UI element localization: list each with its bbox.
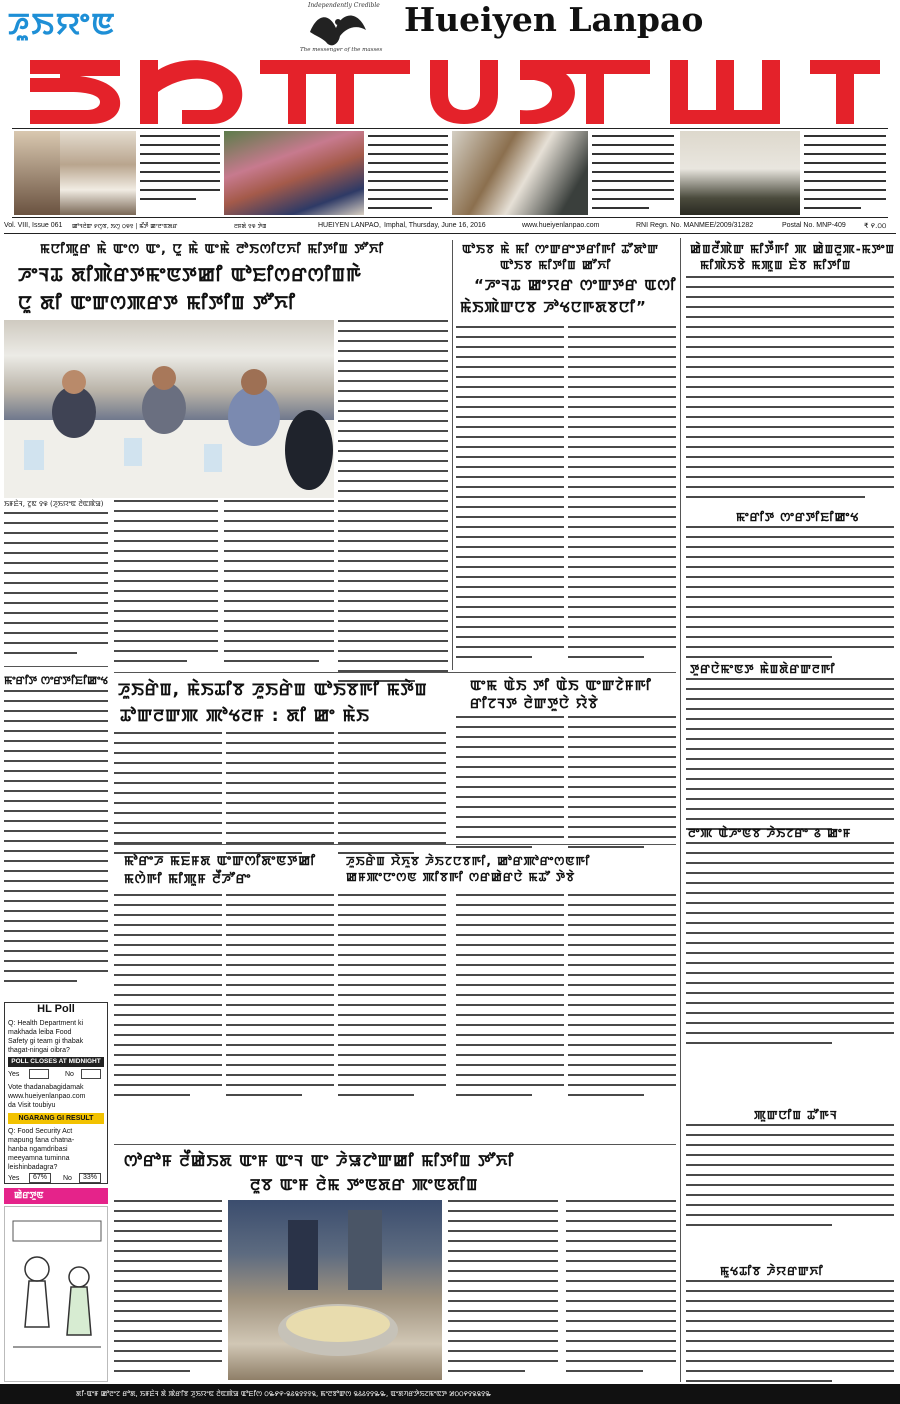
rightcol-sub-2[interactable]: ꯇꯨꯔꯅꯥꯃꯦꯟꯇ ꯃꯥꯡꯗꯥꯔꯛꯂꯒꯤ [690, 662, 836, 676]
result-yes-value: 67% [29, 1173, 51, 1183]
rightcol-sub-4[interactable]: ꯄꯨꯛꯅꯤꯡ ꯊꯧꯒꯜ [754, 1108, 838, 1122]
poll-no-checkbox[interactable] [81, 1069, 101, 1079]
divider [114, 1144, 676, 1145]
rightcol-body-2 [686, 526, 894, 666]
strip-photo-3 [452, 131, 588, 215]
strip-photo-2 [224, 131, 364, 215]
strip-caption-3 [592, 135, 674, 216]
center-quote-2[interactable]: ꯃꯥꯏꯄꯥꯛꯅꯕ ꯍꯣꯠꯅꯒꯗꯕꯅꯤ” [460, 298, 647, 316]
meeting-photo-drawing [4, 320, 334, 498]
vote-text-3: da Visit toubiyu [8, 1102, 56, 1109]
result-band: NGARANG GI RESULT [8, 1113, 104, 1124]
result-question-4: meeyamna tuminna [8, 1155, 70, 1162]
masthead-english-title: Hueiyen Lanpao [404, 0, 704, 39]
top-photo-strip [12, 128, 888, 218]
rightcol-body-3 [686, 678, 894, 838]
dateline-bar [4, 220, 896, 234]
quote-col-2 [568, 326, 676, 666]
story2-col-2 [226, 732, 334, 862]
moreh-col-2 [226, 894, 334, 1104]
place-date: Imphal, Thursday, June 16, 2016 [384, 222, 486, 229]
poll-yes-label: Yes [8, 1071, 20, 1078]
rightcol-sub-1[interactable]: ꯃꯦꯔꯤꯇ ꯁꯦꯔꯇꯤꯐꯤꯀꯦꯠ [736, 510, 860, 524]
column-rule [452, 240, 453, 670]
cartoon-tag: ꯀꯥꯔꯇꯨꯟ [4, 1188, 108, 1204]
rightcol-headline-1[interactable]: ꯀꯥꯡꯂꯩꯄꯥꯛ ꯃꯤꯇꯩꯒꯤ ꯄ ꯀꯥꯡꯂꯨꯄ-ꯃꯇꯦꯡ [690, 242, 895, 256]
rni-number: RNI Regn. No. MANMEE/2009/31282 [636, 222, 754, 229]
strip-item-3[interactable] [452, 131, 678, 215]
strip-item-1[interactable] [12, 131, 222, 215]
mit-result-headline-2[interactable]: ꯔꯤꯖꯜꯇ ꯂꯥꯛꯇꯨꯅꯥ ꯌꯥꯕꯥ [470, 696, 599, 712]
strip-photo-1 [14, 131, 62, 215]
lead-headline-line1[interactable]: ꯍꯦꯜꯊ ꯗꯤꯄꯥꯔꯇꯃꯦꯟꯇꯀꯤ ꯑꯣꯐꯤꯁꯔꯁꯤꯡꯒꯥ [18, 264, 362, 286]
logo-subcaption: The messenger of the masses [300, 47, 383, 53]
left-brief-body [4, 690, 108, 990]
bottom-photo-drawing [228, 1200, 442, 1380]
masthead-script-main [10, 52, 890, 124]
lead-headline-line2[interactable]: ꯅꯨ ꯗꯤ ꯑꯦꯛꯁꯄꯔꯇ ꯃꯤꯇꯤꯡ ꯇꯧꯈꯤ [18, 292, 296, 314]
divider [114, 672, 676, 673]
lead-col-3 [224, 500, 334, 670]
comp-col-1 [338, 894, 446, 1104]
strip-caption-2 [368, 135, 448, 216]
compensation-headline-2[interactable]: ꯀꯝꯄꯦꯅꯦꯁꯟ ꯄꯤꯕꯒꯤ ꯁꯔꯀꯥꯔꯅꯥ ꯃꯊꯧ ꯇꯥꯕꯥ [346, 870, 576, 884]
result-question-1: Q: Food Security Act [8, 1128, 73, 1135]
result-no-label: No [63, 1175, 72, 1182]
left-brief-headline[interactable]: ꯃꯦꯔꯤꯇ ꯁꯦꯔꯇꯤꯐꯤꯀꯦꯠ [4, 674, 108, 687]
divider [114, 844, 676, 845]
lead-dateline: ꯏꯝꯐꯥꯜ, ꯖꯨꯟ ꯱꯶ (ꯍꯨꯏꯌꯦꯟ ꯂꯥꯟꯄꯥꯎ) [4, 500, 104, 508]
logo-caption: Independently Credible [308, 2, 380, 9]
poll-yes-checkbox[interactable] [29, 1069, 49, 1079]
paper-name: HUEIYEN LANPAO, [318, 222, 381, 229]
strip-caption-4 [804, 135, 886, 216]
quote-col-1 [456, 326, 564, 666]
bottom-headline-2[interactable]: ꯂꯨꯕ ꯑꯦꯝ ꯂꯥꯃ ꯇꯦꯟꯗꯔ ꯄꯦꯟꯗꯤꯡ [250, 1175, 479, 1194]
mit-col-2 [568, 716, 676, 856]
strip-caption-1 [140, 135, 220, 207]
result-question-2: mapung fana chatna- [8, 1137, 75, 1144]
hl-poll-box[interactable] [4, 1002, 108, 1184]
dateline-script-left: ꯀꯣꯜꯂꯥꯛ ꯸ꯁꯨꯕ, ꯏꯁꯨ ꯰꯶꯱ | ꯃꯩꯇꯩ ꯀꯦꯂꯦꯟꯗꯔ [72, 223, 178, 230]
cartoon-panel[interactable] [4, 1206, 108, 1382]
moreh-headline-1[interactable]: ꯃꯣꯔꯦꯍ ꯃꯐꯝꯗ ꯑꯦꯛꯁꯤꯗꯦꯟꯇꯀꯤ [124, 854, 317, 869]
volume-issue: Vol. VIII, Issue 061 [4, 222, 63, 229]
rightcol-body-6 [686, 1280, 894, 1390]
bottom-col-1 [114, 1200, 222, 1380]
mit-result-headline-1[interactable]: ꯑꯦꯃ ꯑꯥꯏ ꯇꯤ ꯑꯥꯏ ꯑꯦꯛꯖꯥꯝꯒꯤ [470, 678, 652, 694]
rightcol-sub-5[interactable]: ꯃꯨꯠꯊꯤꯕ ꯍꯥꯌꯔꯛꯈꯤ [720, 1264, 824, 1278]
moreh-col-1 [114, 894, 222, 1104]
result-question-5: leishinbadagra? [8, 1164, 58, 1171]
poll-closes-band: POLL CLOSES AT MIDNIGHT [8, 1057, 104, 1067]
right-kicker-1[interactable]: ꯑꯣꯏꯕ ꯃꯥ ꯃꯤ ꯁꯦꯛꯔꯦꯇꯔꯤꯒꯤ ꯊꯧꯗꯣꯛ [462, 242, 660, 256]
poll-question-line-2: makhada leiba Food [8, 1029, 72, 1036]
masthead-main-text: ꯂꯥꯟꯄꯥꯎ [10, 52, 14, 53]
poll-no-label: No [65, 1071, 74, 1078]
masthead-script-top: ꯍꯨꯏꯌꯦꯟ [8, 7, 117, 42]
rightcol-body-4 [686, 842, 894, 1052]
result-no-value: 33% [79, 1173, 101, 1183]
postal-number: Postal No. MNP-409 [782, 222, 846, 229]
lead-kicker[interactable]: ꯃꯅꯤꯄꯨꯔ ꯃꯥ ꯑꯦꯁ ꯑꯦ, ꯅꯨ ꯃꯥ ꯑꯦꯃꯥ ꯂꯣꯏꯁꯤꯅꯈꯤ ꯃꯤꯇꯤꯡ ꯇꯧꯈꯤ [40, 242, 385, 257]
price: ₹ ꯵.꯰꯰ [864, 222, 887, 230]
story2-headline-line1[interactable]: ꯍꯨꯏꯔꯥꯡ, ꯃꯥꯏꯊꯤꯕ ꯍꯨꯏꯔꯥꯡ ꯑꯣꯏꯕꯒꯤ ꯃꯇꯥꯡ [118, 680, 428, 700]
lead-col-4 [338, 320, 448, 690]
mit-col-1 [456, 716, 564, 856]
rightcol-headline-2[interactable]: ꯃꯤꯄꯥꯏꯕꯥ ꯃꯄꯨꯡ ꯐꯥꯕ ꯃꯤꯇꯤꯡ [700, 258, 852, 272]
story2-col-3 [338, 732, 446, 862]
strip-item-4[interactable] [680, 131, 888, 215]
rightcol-body-5 [686, 1124, 894, 1234]
lead-photo[interactable] [4, 320, 334, 498]
strip-photo-4 [680, 131, 800, 215]
moreh-headline-2[interactable]: ꯃꯁꯥꯒꯤ ꯃꯤꯄꯨꯝ ꯂꯩꯍꯧꯔꯦ [124, 872, 252, 887]
strip-item-2[interactable] [224, 131, 450, 215]
rightcol-body-1 [686, 276, 894, 506]
poll-question-line-3: Safety gi team gi thabak [8, 1038, 84, 1045]
story2-col-1 [114, 732, 222, 862]
story2-headline-line2[interactable]: ꯊꯣꯛꯂꯛꯄ ꯄꯣꯠꯂꯝ : ꯗꯤ ꯀꯦ ꯃꯥꯏ [120, 706, 370, 726]
footer-bar: ꯗꯤ-ꯑꯦꯝ ꯀꯣꯂꯦꯖ ꯔꯣꯗ, ꯏꯝꯐꯥꯜ ꯗꯥ ꯄꯥꯔꯤꯕ ꯍꯨꯏꯌꯦꯟ ꯂꯥꯟꯄꯥꯎ ꯑꯣꯐꯤꯁ ꯰꯳꯸꯵-꯲꯴꯲꯱꯱꯱꯲, ꯃꯦꯂꯕꯣꯛꯁ ꯲꯴꯴꯱꯱꯳꯳, ꯑꯦꯗꯚꯔꯇꯥꯏꯖꯃꯦꯟꯇ ꯷꯰꯰꯵꯱꯲꯲꯱꯳ [0, 1384, 900, 1404]
right-column-rule [680, 238, 681, 1382]
poll-title: HL Poll [37, 1003, 75, 1015]
compensation-headline-1[interactable]: ꯍꯨꯏꯔꯥꯡ ꯆꯥꯈꯨꯕ ꯍꯥꯏꯖꯅꯕꯒꯤ, ꯀꯣꯔꯄꯣꯔꯦꯁꯟꯒꯤ [346, 854, 591, 868]
website-link[interactable]: www.hueiyenlanpao.com [522, 222, 600, 229]
divider [4, 666, 108, 667]
lead-col-1 [4, 512, 108, 662]
comp-col-2 [456, 894, 564, 1104]
comp-col-3 [568, 894, 676, 1104]
vote-text-1: Vote thadanabagidamak [8, 1084, 84, 1091]
lead-col-2 [114, 500, 218, 670]
center-quote-1[interactable]: “ꯍꯦꯜꯊ ꯀꯦꯌꯔ ꯁꯦꯛꯇꯔ ꯑꯁꯤ [474, 276, 677, 294]
result-question-3: hanba ngamdribasi [8, 1146, 68, 1153]
rightcol-sub-3[interactable]: ꯂꯦꯄ ꯑꯥꯍꯦꯟꯕ ꯍꯥꯏꯖꯔꯦ ꯴ ꯀꯦꯝ [688, 826, 852, 840]
result-yes-label: Yes [8, 1175, 20, 1182]
poll-question-line-4: thagat-ningai oibra? [8, 1047, 70, 1054]
strip-photo-1b [60, 131, 136, 215]
cartoon-drawing [5, 1207, 109, 1383]
right-kicker-2[interactable]: ꯑꯣꯏꯕ ꯃꯤꯇꯤꯡ ꯀꯧꯈꯤ [500, 258, 612, 272]
vote-text-2[interactable]: www.hueiyenlanpao.com [8, 1093, 86, 1100]
dateline-script-mid: ꯂꯝꯗꯥ ꯱꯶ ꯇꯥꯡ [234, 223, 267, 230]
bottom-col-3 [448, 1200, 558, 1380]
bottom-headline-1[interactable]: ꯁꯣꯔꯣꯝ ꯂꯩꯀꯥꯏꯗ ꯑꯦꯝ ꯑꯦꯜ ꯑꯦ ꯍꯥꯎꯖꯣꯛꯀꯤ ꯃꯤꯇꯤꯡ ꯇꯧꯈꯤ [124, 1151, 515, 1170]
poll-question-line-1: Q: Health Department ki [8, 1020, 84, 1027]
bottom-photo[interactable] [228, 1200, 442, 1380]
bottom-col-4 [566, 1200, 676, 1380]
